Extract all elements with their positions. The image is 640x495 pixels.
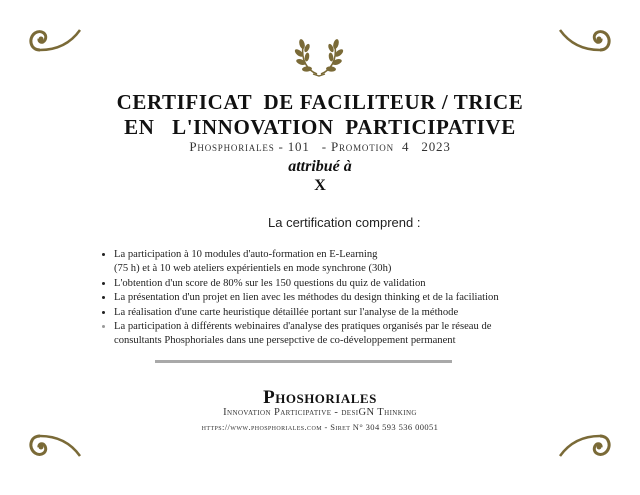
list-item: • La participation à différents webinaires d'analyse des pratiques organisés par le réseau de consultants Phosphoriales dans une persepctive de co-développement permanent	[114, 320, 594, 349]
brand-tagline: Innovation Participative - desiGN Thinking	[223, 407, 417, 418]
certificate-title-line2: EN L'INNOVATION PARTICIPATIVE	[124, 115, 516, 139]
divider	[155, 360, 452, 363]
corner-ornament-top-right-icon	[558, 20, 614, 56]
certificate-subtitle: Phosphoriales - 101 - Promotion 4 2023	[189, 139, 451, 154]
certification-intro: La certification comprend :	[268, 215, 421, 230]
attributed-to-label: attribué à	[288, 158, 352, 175]
corner-ornament-bottom-left-icon	[26, 430, 82, 466]
certificate-title-line1: CERTIFICAT DE FACILITEUR / TRICE	[116, 90, 524, 114]
list-item: • La réalisation d'une carte heuristique détaillée portant sur l'analyse de la méthode	[114, 306, 594, 320]
list-item: • L'obtention d'un score de 80% sur les 150 questions du quiz de validation	[114, 277, 594, 291]
brand-name: Phoshoriales	[263, 387, 377, 408]
corner-ornament-bottom-right-icon	[558, 430, 614, 466]
list-item: • La présentation d'un projet en lien avec les méthodes du design thinking et de la faciliation	[114, 291, 594, 305]
corner-ornament-top-left-icon	[26, 20, 82, 56]
recipient-name: X	[314, 177, 326, 194]
list-item: • La participation à 10 modules d'auto-formation en E-Learning (75 h) et à 10 web ateliers expérientiels en mode synchrone (30h)	[114, 248, 594, 277]
certification-items-list	[98, 248, 594, 349]
website-siret: https://www.phosphoriales.com - Siret N° 304 593 536 00051	[201, 422, 439, 432]
laurel-wreath-icon	[293, 34, 345, 78]
